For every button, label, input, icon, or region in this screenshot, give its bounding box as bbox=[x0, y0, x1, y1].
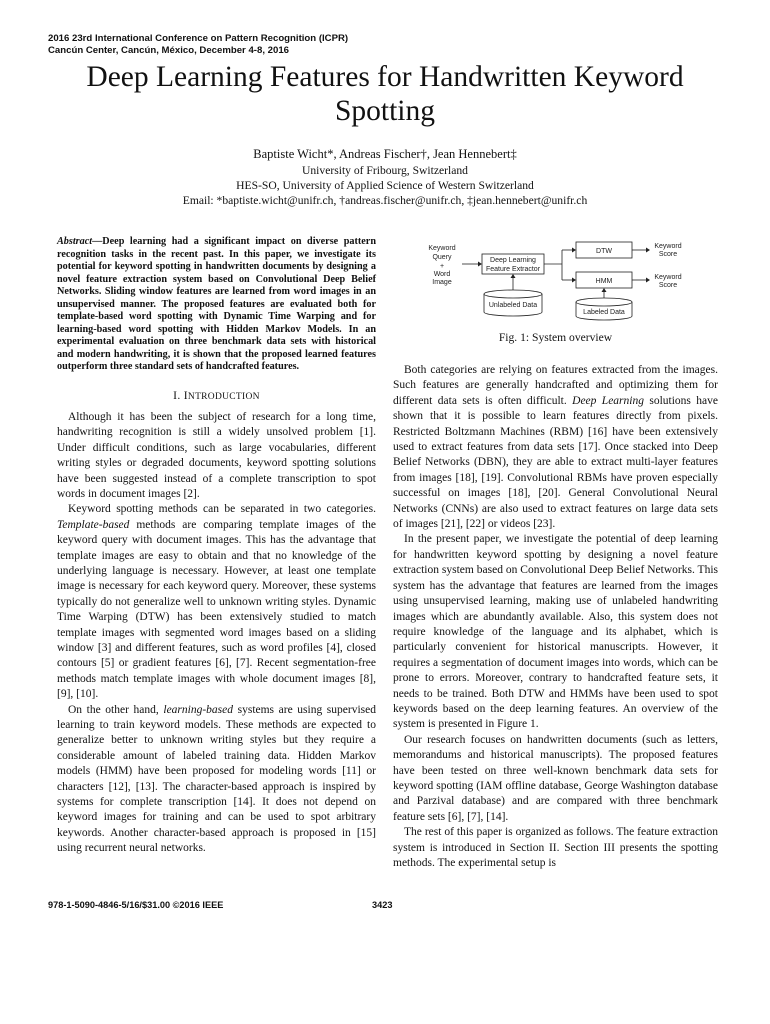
right-paragraph-2: In the present paper, we investigate the potential of deep learning for handwritten keyword spotting by designing a novel feature extraction system based on Convolutional Deep Belief Networks. This system has the advantage that features are learned from the images using unsupervised learning, making use of unlabeled handwriting images which are abundantly available. Also, this system does not require knowledge of the language and its alphabet, which is particularly convenient for historical manuscripts. However, it requires a segmentation of document images into words, which can be prone to errors. Moreover, contrary to handcrafted feature sets, it needs to be trained. Both DTW and HMMs have been used to spot keywords based on the deep learning features. An overview of the system is presented in Figure 1. bbox=[393, 533, 718, 731]
dtw-label: DTW bbox=[596, 248, 612, 255]
score-top-line-2: Score bbox=[658, 251, 678, 258]
right-paragraph-3: Our research focuses on handwritten documents (such as letters, memorandums and historical manuscripts). The proposed features have been tested on three well-known benchmark data sets for keyword spotting (IAM offline database, George Washington database and Parzival database) and are compared with three benchmark feature sets [6], [7], [14]. bbox=[393, 733, 718, 823]
score-bottom-line-2: Score bbox=[658, 282, 678, 289]
conference-line-2: Cancún Center, Cancún, México, December 4-8, 2016 bbox=[48, 44, 290, 56]
figure-caption: Fig. 1: System overview bbox=[498, 331, 613, 344]
hmm-label: HMM bbox=[595, 278, 613, 285]
footer-isbn: 978-1-5090-4846-5/16/$31.00 ©2016 IEEE bbox=[48, 900, 224, 910]
score-bottom-line-1: Keyword bbox=[654, 274, 682, 281]
intro-paragraph-1: Although it has been the subject of research for a long time, handwriting recognition is still a widely unsolved problem [1]. Under difficult conditions, such as large vocabularies, different writing styles or degraded documents, keyword spotting solutions have been suggested instead of a complete transcription to spot words in document images [2]. bbox=[57, 410, 376, 500]
labeled-data-cylinder-top bbox=[576, 298, 632, 306]
paper-authors: Baptiste Wicht*, Andreas Fischer†, Jean Hennebert‡ bbox=[253, 147, 517, 161]
extractor-label-line-2: Feature Extractor bbox=[485, 266, 541, 273]
affiliation-line-1: University of Fribourg, Switzerland bbox=[302, 164, 468, 177]
conference-line-1: 2016 23rd International Conference on Pattern Recognition (ICPR) bbox=[48, 33, 349, 44]
intro-paragraph-3: On the other hand, learning-based systems are using supervised learning to train keyword models. These methods are expected to generalize better to unknown writing styles but they require a considerable amount of labeled training data. Hidden Markov models (HMM) have been proposed for modeling words [11] or characters [12], [13]. The character-based approach is inspired by systems for complete transcription [14]. It does not depend on keyword images for training and can be used to spot arbitrary keywords. Another character-based approach is proposed in [15] using recurrent neural networks. bbox=[57, 703, 376, 855]
page-number: 3423 bbox=[372, 900, 393, 910]
right-paragraph-4: The rest of this paper is organized as follows. The feature extraction system is introduced in Section II. Section III presents the spotting methods. The experimental setup is bbox=[393, 826, 718, 869]
input-label-line-5: Image bbox=[432, 279, 452, 286]
email-line: Email: *baptiste.wicht@unifr.ch, †andreas.fischer@unifr.ch, ‡jean.hennebert@unifr.ch bbox=[182, 194, 588, 207]
input-label-line-4: Word bbox=[433, 271, 451, 278]
affiliation-line-2: HES-SO, University of Applied Science of Western Switzerland bbox=[236, 179, 534, 192]
arrowhead-dtw bbox=[572, 248, 576, 253]
abstract bbox=[57, 236, 376, 374]
right-paragraph-1: Both categories are relying on features extracted from the images. Such features are generally handcrafted and optimizing them for different data sets is often difficult. Deep Learning solutions have shown that it is possible to learn features directly from pixels. Restricted Boltzmann Machines (RBM) [16] have been extensively used to extract features from data sets [17]. Once stacked into Deep Belief Networks (DBN), they are able to extract multi-layer features from images [18], [19]. Convolutional RBMs have proven especially successful on images [18], [20]. General Convolutional Neural Networks (CNNs) are also used to extract features on large data sets of images [21], [22] or videos [23]. bbox=[393, 364, 718, 531]
input-label-line-2: Query bbox=[432, 254, 452, 261]
extractor-label-line-1: Deep Learning bbox=[490, 257, 536, 264]
arrowhead-extractor bbox=[478, 262, 482, 267]
right-column bbox=[393, 363, 718, 871]
input-label-line-3: + bbox=[439, 263, 445, 270]
score-top-line-1: Keyword bbox=[654, 243, 682, 250]
section-heading-introduction: I. INTRODUCTION bbox=[173, 388, 260, 402]
unlabeled-data-label: Unlabeled Data bbox=[488, 302, 538, 309]
conference-header bbox=[48, 33, 348, 57]
abstract-text: —Deep learning had a significant impact on diverse pattern recognition tasks in the recent past. In this paper, we investigate its potential for keyword spotting in handwritten documents by designing a novel feature extraction system based on Convolutional Deep Belief Networks. Sliding window features are learned from word images in an unsupervised manner. The proposed features are evaluated both for template-based word spotting with Dynamic Time Warping and for learning-based word spotting with Hidden Markov Models. In an experimental evaluation on three benchmark data sets with historical and modern handwriting, it is shown that the proposed learned features outperform three standard sets of handcrafted features. bbox=[57, 236, 376, 372]
input-label-line-1: Keyword bbox=[428, 245, 456, 252]
arrowhead-hmm bbox=[572, 278, 576, 283]
system-overview-figure bbox=[422, 234, 722, 334]
paper-title: Deep Learning Features for Handwritten Keyword Spotting bbox=[86, 61, 684, 127]
arrowhead-labeled bbox=[602, 288, 607, 292]
arrowhead-dtw-score bbox=[646, 248, 650, 253]
labeled-data-label: Labeled Data bbox=[583, 309, 625, 316]
abstract-lead: Abstract bbox=[57, 236, 93, 247]
unlabeled-data-cylinder-top bbox=[484, 290, 542, 298]
intro-paragraph-2: Keyword spotting methods can be separated in two categories. Template-based methods are comparing template images of the keyword query with document images. This has the advantage that template images are easy to obtain and that no knowledge of the underlying language is necessary. However, at least one template image is necessary for each keyword query. Moreover, these systems typically do not generalize well to unknown writing styles. Dynamic Time Warping (DTW) has been extensively studied to match template images with segmented word images based on a sliding window [3] and different features, such as word profiles [4], closed contours [5] or gradient features [6], [7]. Recent segmentation-free methods match template images with whole document images [8], [9], [10]. bbox=[57, 503, 376, 701]
system-overview-diagram bbox=[422, 234, 722, 334]
left-column bbox=[57, 236, 376, 857]
arrowhead-hmm-score bbox=[646, 278, 650, 283]
arrowhead-unlabeled bbox=[511, 274, 516, 278]
affiliations bbox=[40, 163, 730, 208]
